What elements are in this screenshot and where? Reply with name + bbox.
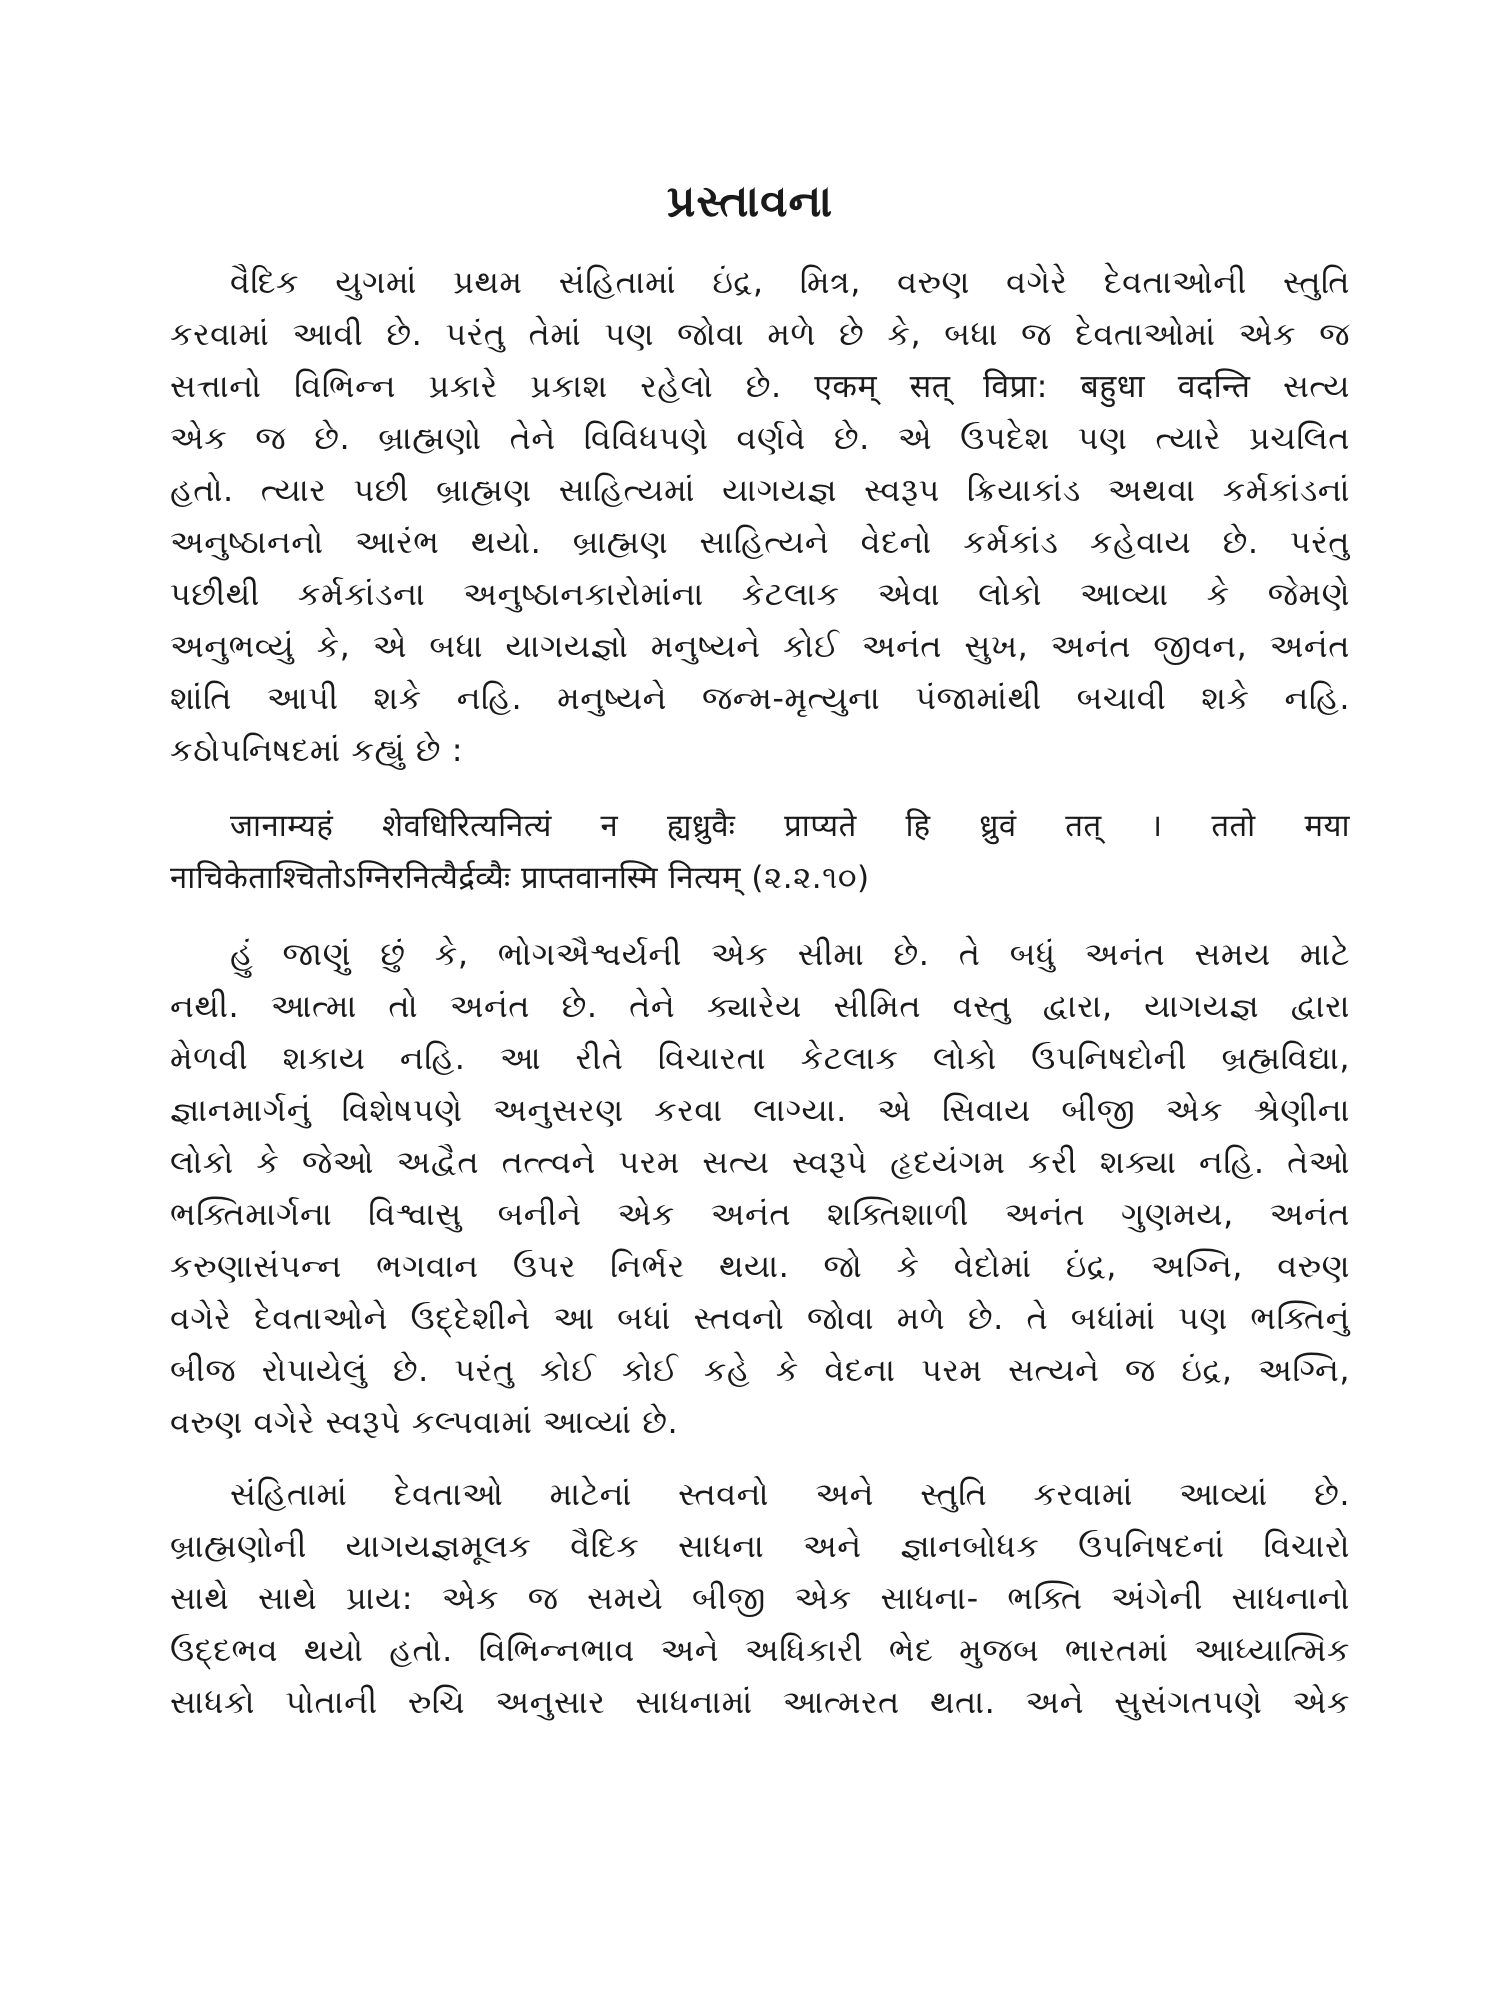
text-line: કઠોપનિષદમાં કહ્યું છે : (170, 731, 464, 769)
text-line: પછીથી કર્મકાંડના અનુષ્ઠાનકારોમાંના કેટલાક એવા લોકો આવ્યા કે જેમણે (170, 575, 1350, 613)
text-line: ઉદ્દભવ થયો હતો. વિભિન્નભાવ અને અધિકારી ભેદ મુજબ ભારતમાં આધ્યાત્મિક (170, 1631, 1350, 1669)
text-line: બીજ રોપાયેલું છે. પરંતુ કોઈ કોઈ કહે કે વેદના પરમ સત્યને જ ઇંદ્ર, અગ્નિ, (170, 1351, 1350, 1389)
text-line: સત્તાનો વિભિન્ન પ્રકારે પ્રકાશ રહેલો છે. एकम् सत् विप्रा: बहुधा वदन्ति સત્ય (170, 367, 1350, 405)
text-line: સંહિતામાં દેવતાઓ માટેનાં સ્તવનો અને સ્તુતિ કરવામાં આવ્યાં છે. (230, 1475, 1350, 1513)
text-line: સાથે સાથે પ્રાય: એક જ સમયે બીજી એક સાધના- ભક્તિ અંગેની સાધનાનો (170, 1579, 1350, 1617)
body-text (170, 256, 1350, 1728)
text-line: વૈદિક યુગમાં પ્રથમ સંહિતામાં ઇંદ્ર, મિત્ર, વરુણ વગેરે દેવતાઓની સ્તુતિ (230, 263, 1350, 301)
paragraph-2 (170, 928, 1350, 1448)
paragraph-3 (170, 1468, 1350, 1728)
text-line: શાંતિ આપી શકે નહિ. મનુષ્યને જન્મ-મૃત્યુના પંજામાંથી બચાવી શકે નહિ. (170, 679, 1350, 717)
text-line: ભક્તિમાર્ગના વિશ્વાસુ બનીને એક અનંત શક્તિશાળી અનંત ગુણમય, અનંત (170, 1195, 1350, 1233)
text-line: એક જ છે. બ્રાહ્મણો તેને વિવિધપણે વર્ણવે છે. એ ઉપદેશ પણ ત્યારે પ્રચલિત (170, 419, 1350, 457)
text-line: અનુષ્ઠાનનો આરંભ થયો. બ્રાહ્મણ સાહિત્યને વેદનો કર્મકાંડ કહેવાય છે. પરંતુ (170, 523, 1350, 561)
text-line: જ્ઞાનમાર્ગનું વિશેષપણે અનુસરણ કરવા લાગ્યા. એ સિવાય બીજી એક શ્રેણીના (170, 1091, 1350, 1129)
text-line: નથી. આત્મા તો અનંત છે. તેને ક્યારેય સીમિત વસ્તુ દ્વારા, યાગયજ્ઞ દ્વારા (170, 987, 1350, 1025)
verse-line: जानाम्यहं शेवधिरित्यनित्यं न ह्यध्रुवैः प्राप्यते हि ध्रुवं तत् । ततो मया (230, 808, 1350, 844)
text-line: વગેરે દેવતાઓને ઉદ્દેશીને આ બધાં સ્તવનો જોવા મળે છે. તે બધાંમાં પણ ભક્તિનું (170, 1299, 1350, 1337)
text-line: લોકો કે જેઓ અદ્વૈત તત્ત્વને પરમ સત્ય સ્વરૂપે હૃદયંગમ કરી શક્યા નહિ. તેઓ (170, 1143, 1350, 1181)
text-line: હું જાણું છું કે, ભોગઐશ્વર્યની એક સીમા છે. તે બધું અનંત સમય માટે (230, 935, 1350, 973)
text-line: અનુભવ્યું કે, એ બધા યાગયજ્ઞો મનુષ્યને કોઈ અનંત સુખ, અનંત જીવન, અનંત (170, 627, 1350, 665)
text-line: મેળવી શકાય નહિ. આ રીતે વિચારતા કેટલાક લોકો ઉપનિષદોની બ્રહ્મવિદ્યા, (170, 1039, 1350, 1077)
page-title: પ્રસ્તાવના (666, 176, 834, 227)
paragraph-1 (170, 256, 1350, 776)
text-line: બ્રાહ્મણોની યાગયજ્ઞમૂલક વૈદિક સાધના અને જ્ઞાનબોધક ઉપનિષદનાં વિચારો (170, 1527, 1350, 1565)
text-line: હતો. ત્યાર પછી બ્રાહ્મણ સાહિત્યમાં યાગયજ્ઞ સ્વરૂપ ક્રિયાકાંડ અથવા કર્મકાંડનાં (170, 471, 1350, 509)
text-line: વરુણ વગેરે સ્વરૂપે કલ્પવામાં આવ્યાં છે. (170, 1403, 679, 1441)
text-line: કરુણાસંપન્ન ભગવાન ઉપર નિર્ભર થયા. જો કે વેદોમાં ઇંદ્ર, અગ્નિ, વરુણ (170, 1247, 1350, 1285)
verse-line: नाचिकेताश्चितोऽग्निरनित्यैर्द्रव्यैः प्राप्तवानस्मि नित्यम् (૨.૨.૧૦) (170, 860, 870, 896)
text-line: કરવામાં આવી છે. પરંતુ તેમાં પણ જોવા મળે છે કે, બધા જ દેવતાઓમાં એક જ (170, 315, 1350, 353)
sanskrit-verse (170, 800, 1350, 904)
text-line: સાધકો પોતાની રુચિ અનુસાર સાધનામાં આત્મરત થતા. અને સુસંગતપણે એક (170, 1683, 1350, 1721)
